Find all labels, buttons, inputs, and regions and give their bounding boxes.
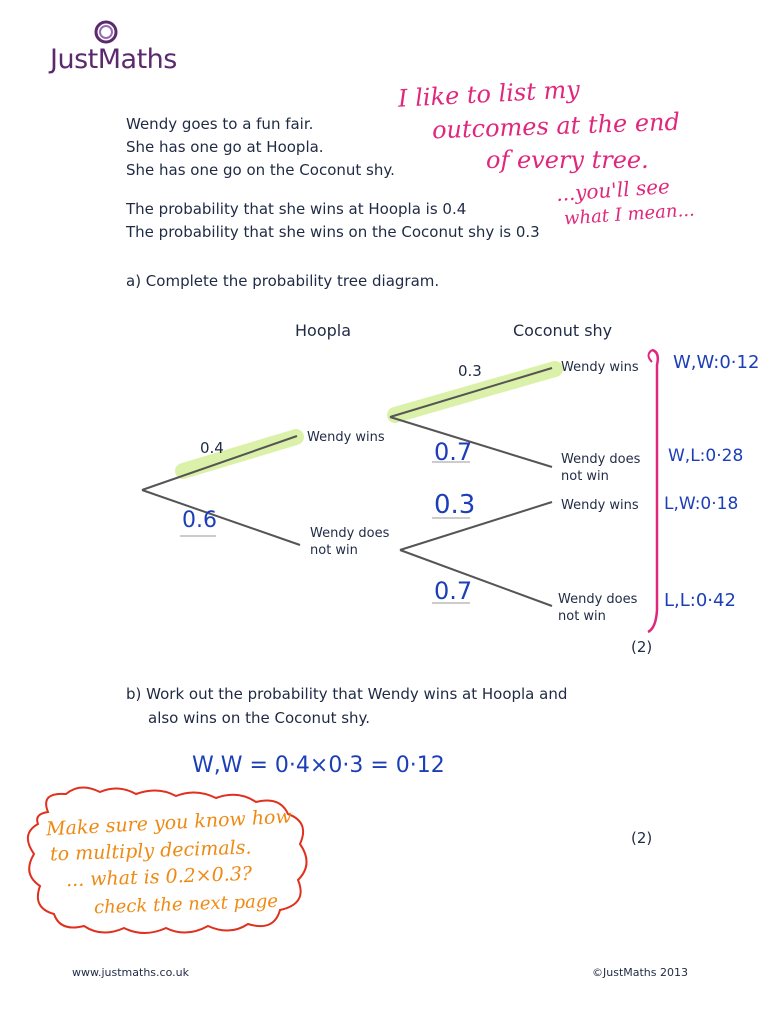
prob-label-first-lose: 0.6 [182,508,217,533]
outcome-wl: W,L:0·28 [668,446,744,466]
end-node-4-line2: not win [558,609,606,624]
intro-line-3: She has one go on the Coconut shy. [126,161,395,179]
end-node-3: Wendy wins [561,498,639,513]
marks-b: (2) [631,829,653,847]
note-bottom-line-3: ... what is 0.2×0.3? [65,862,253,892]
note-top-line-4: ...you'll see [555,174,671,206]
outcome-ll: L,L:0·42 [664,590,736,611]
footer-website-link[interactable]: www.justmaths.co.uk [72,966,189,979]
answer-b: W,W = 0·4×0·3 = 0·12 [192,753,445,778]
node-first-win: Wendy wins [307,430,385,445]
prob-label-top-lose: 0.7 [434,438,473,466]
intro-line-1: Wendy goes to a fun fair. [126,115,314,133]
intro-line-2: She has one go at Hoopla. [126,138,324,156]
footer-copyright: ©JustMaths 2013 [592,966,688,979]
marks-a: (2) [631,638,653,656]
branch-hoopla-lose [142,490,300,545]
note-top-line-5: what I mean... [563,199,696,230]
end-node-2-line2: not win [561,469,609,484]
question-a: a) Complete the probability tree diagram. [126,272,440,290]
end-node-2-line1: Wendy does [561,452,641,467]
note-bottom-line-2: to multiply decimals. [49,836,252,866]
tree-heading-hoopla: Hoopla [295,321,352,340]
outcome-bracket [648,350,658,632]
note-top-line-3: of every tree. [486,146,649,174]
note-top-line-2: outcomes at the end [431,107,681,145]
note-bottom-line-1: Make sure you know how [45,805,293,841]
node-first-lose-line1: Wendy does [310,526,390,541]
outcome-lw: L,W:0·18 [664,494,739,514]
node-first-lose-line2: not win [310,543,358,558]
probability-coconut: The probability that she wins on the Coconut shy is 0.3 [126,223,540,241]
prob-label-bottom-win: 0.3 [434,490,476,520]
note-bottom-line-4: check the next page [93,890,279,919]
branch-bottom-lose [400,550,552,606]
end-node-1: Wendy wins [561,360,639,375]
question-b-line-2: also wins on the Coconut shy. [148,709,371,727]
note-top-line-1: I like to list my [397,75,581,113]
prob-label-bottom-lose: 0.7 [434,577,473,605]
end-node-4-line1: Wendy does [558,592,638,607]
outcome-ww: W,W:0·12 [673,352,760,373]
probability-hoopla: The probability that she wins at Hoopla is 0.4 [126,200,467,218]
branch-bottom-win [400,502,552,550]
question-b-line-1: b) Work out the probability that Wendy wins at Hoopla and [126,685,568,703]
prob-label-first-win: 0.4 [200,439,224,457]
logo-text[interactable]: JustMaths [50,44,177,75]
tree-heading-coconut: Coconut shy [513,321,613,340]
prob-label-top-win: 0.3 [458,362,482,380]
